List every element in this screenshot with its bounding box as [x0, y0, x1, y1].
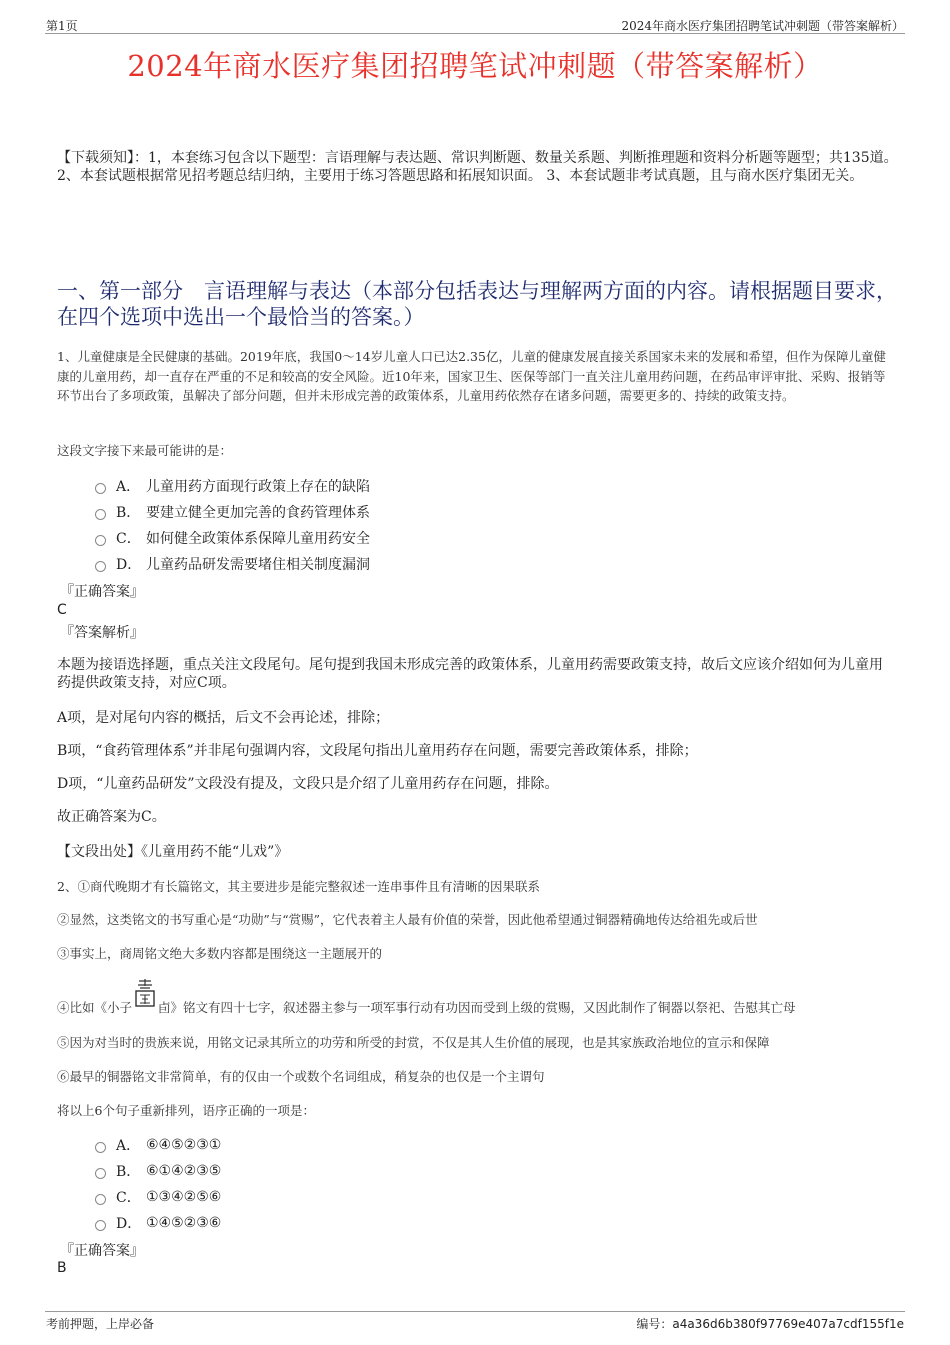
page-title: 2024年商水医疗集团招聘笔试冲刺题（带答案解析） — [127, 49, 823, 83]
question-2-option-d[interactable]: D． ①④⑤②③⑥ — [95, 1213, 221, 1233]
radio-icon[interactable] — [95, 483, 106, 494]
radio-icon[interactable] — [95, 1168, 106, 1179]
download-notice: 【下载须知】：1，本套练习包含以下题型：言语理解与表达题、常识判断题、数量关系题、判断推理题和资料分析题等题型；共135道。 2、本套试题根据常见招考题总结归纳，主要用于练习答题思路和拓展知识面。 3、本套试题非考试真题，且与商水医疗集团无关。 — [57, 150, 898, 184]
question-1-option-d[interactable]: D． 儿童药品研发需要堵住相关制度漏洞 — [95, 554, 370, 574]
footer-divider — [45, 1311, 905, 1312]
question-2-sentence: ④比如《小子 卣》铭文有四十七字，叙述器主参与一项军事行动有功因而受到上级的赏赐，又因此制作了铜器以祭祀、告慰其亡母 — [57, 992, 897, 1018]
radio-icon[interactable] — [95, 1220, 106, 1231]
rare-character-glyph — [134, 992, 156, 1018]
radio-icon[interactable] — [95, 509, 106, 520]
question-2-option-a[interactable]: A． ⑥④⑤②③① — [95, 1135, 221, 1155]
footer-code: 编号：a4a36d6b380f97769e407a7cdf155f1e — [636, 1317, 904, 1331]
section-heading: 一、第一部分 言语理解与表达（本部分包括表达与理解两方面的内容。请根据题目要求，在四个选项中选出一个最恰当的答案。） — [57, 279, 897, 329]
question-2-sentence: ⑤因为对当时的贵族来说，用铭文记录其所立的功劳和所受的封赏，不仅是其人生价值的展现，也是其家族政治地位的宣示和保障 — [57, 1035, 770, 1050]
footer-slogan: 考前押题，上岸必备 — [46, 1317, 155, 1331]
question-2-sentence: ②显然，这类铭文的书写重心是“功勋”与“赏赐”，它代表着主人最有价值的荣誉，因此他希望通过铜器精确地传达给祖先或后世 — [57, 912, 758, 927]
radio-icon[interactable] — [95, 1142, 106, 1153]
answer-label: 『正确答案』 — [60, 1243, 144, 1259]
source-citation: 【文段出处】《儿童用药不能“儿戏”》 — [57, 844, 289, 860]
answer-value: B — [57, 1260, 67, 1276]
analysis-paragraph: 本题为接语选择题，重点关注文段尾句。尾句提到我国未形成完善的政策体系，儿童用药需要政策支持，故后文应该介绍如何为儿童用药提供政策支持，对应C项。 — [57, 657, 883, 691]
radio-icon[interactable] — [95, 1194, 106, 1205]
question-2-option-c[interactable]: C． ①③④②⑤⑥ — [95, 1187, 221, 1207]
question-1-prompt: 这段文字接下来最可能讲的是： — [57, 443, 233, 458]
question-1-stem: 1、儿童健康是全民健康的基础。2019年底，我国0～14岁儿童人口已达2.35亿，儿童的健康发展直接关系国家未来的发展和希望，但作为保障儿童健康的儿童用药，却一直存在严重的不足和较高的安全风险。近10年来，国家卫生、医保等部门一直关注儿童用药问题，在药品审评审批、采购、报销等环节出台了多项政策，虽解决了部分问题，但并未形成完善的政策体系，儿童用药依然存在诸多问题，需要更多的、持续的政策支持。 — [57, 349, 886, 403]
analysis-paragraph: A项，是对尾句内容的概括，后文不会再论述，排除； — [57, 710, 390, 726]
analysis-paragraph: B项，“食药管理体系”并非尾句强调内容，文段尾句指出儿童用药存在问题，需要完善政策体系，排除； — [57, 743, 698, 759]
radio-icon[interactable] — [95, 561, 106, 572]
question-2-sentence: 2、①商代晚期才有长篇铭文，其主要进步是能完整叙述一连串事件且有清晰的因果联系 — [57, 879, 540, 894]
question-2-prompt: 将以上6个句子重新排列，语序正确的一项是： — [57, 1103, 315, 1118]
question-1-option-a[interactable]: A． 儿童用药方面现行政策上存在的缺陷 — [95, 476, 370, 496]
header-divider — [45, 33, 905, 34]
analysis-label: 『答案解析』 — [60, 625, 144, 641]
analysis-paragraph: 故正确答案为C。 — [57, 809, 166, 825]
page-number: 第1页 — [46, 19, 78, 33]
radio-icon[interactable] — [95, 535, 106, 546]
question-2-sentence: ⑥最早的铜器铭文非常简单，有的仅由一个或数个名词组成，稍复杂的也仅是一个主谓句 — [57, 1069, 545, 1084]
answer-label: 『正确答案』 — [60, 584, 144, 600]
header-doc-title: 2024年商水医疗集团招聘笔试冲刺题（带答案解析） — [621, 19, 904, 33]
answer-value: C — [57, 602, 67, 618]
question-2-option-b[interactable]: B． ⑥①④②③⑤ — [95, 1161, 221, 1181]
analysis-paragraph: D项，“儿童药品研发”文段没有提及，文段只是介绍了儿童用药存在问题，排除。 — [57, 776, 559, 792]
question-1-option-b[interactable]: B． 要建立健全更加完善的食药管理体系 — [95, 502, 370, 522]
question-1-option-c[interactable]: C． 如何健全政策体系保障儿童用药安全 — [95, 528, 370, 548]
question-2-sentence: ③事实上，商周铭文绝大多数内容都是围绕这一主题展开的 — [57, 946, 383, 961]
